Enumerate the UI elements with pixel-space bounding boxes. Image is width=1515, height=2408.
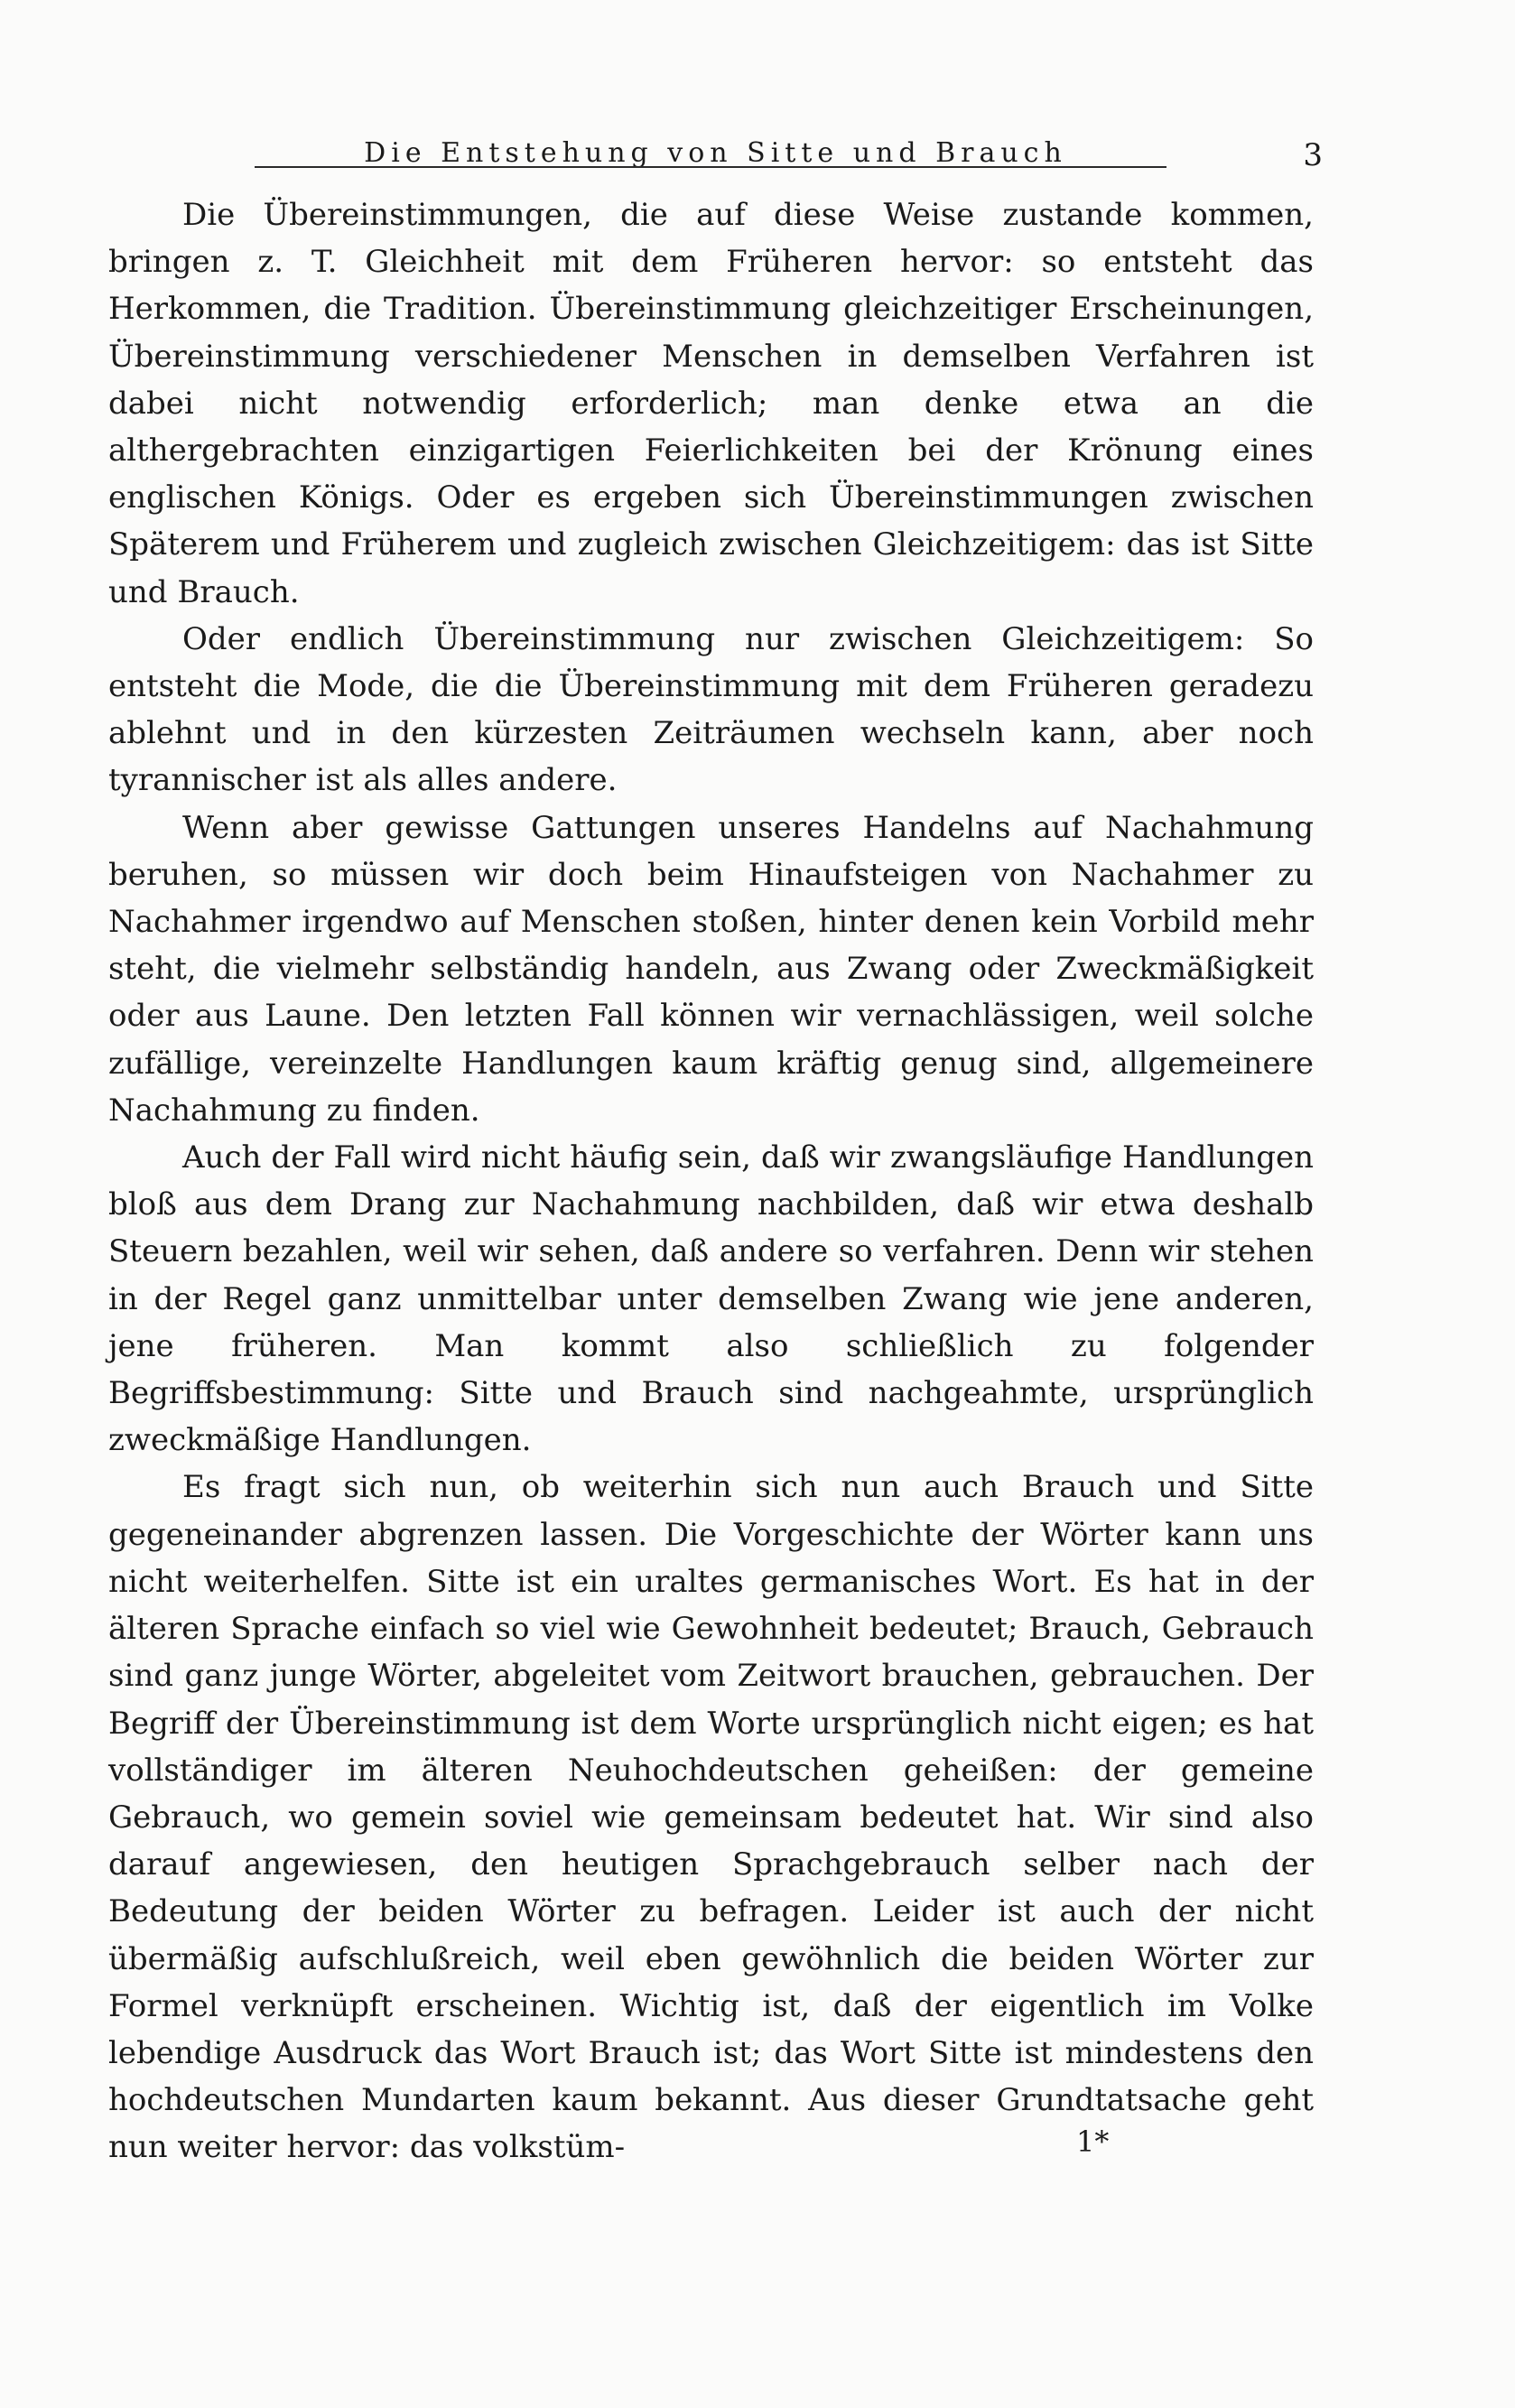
running-title: Die Entstehung von Sitte und Brauch	[364, 137, 1067, 169]
paragraph: Es fragt sich nun, ob weiterhin sich nun auch Brauch und Sitte gegeneinander abgrenzen lassen. Die Vorgeschichte der Wörter kann uns nicht weiterhelfen. Sitte ist ein uraltes germanisches Wort. Es hat in der älteren Sprache einfach so viel wie Gewohnheit bedeutet; Brauch, Gebrauch sind ganz junge Wörter, abgeleitet vom Zeitwort brauchen, gebrauchen. Der Begriff der Übereinstimmung ist dem Worte ursprünglich nicht eigen; es hat vollständiger im älteren Neuhochdeutschen geheißen: der gemeine Gebrauch, wo gemein soviel wie gemeinsam bedeutet hat. Wir sind also darauf angewiesen, den heutigen Sprachgebrauch selber nach der Bedeutung der beiden Wörter zu befragen. Leider ist auch der nicht übermäßig aufschlußreich, weil eben gewöhnlich die beiden Wörter zur Formel verknüpft erscheinen. Wichtig ist, daß der eigentlich im Volke lebendige Ausdruck das Wort Brauch ist; das Wort Sitte ist mindestens den hochdeutschen Mundarten kaum bekannt. Aus dieser Grundtatsache geht nun weiter hervor: das volkstüm-	[108, 1469, 1314, 2166]
page-header	[108, 135, 1323, 177]
paragraph: Wenn aber gewisse Gattungen unseres Handelns auf Nachahmung beruhen, so müssen wir doch beim Hinaufsteigen von Nachahmer zu Nachahmer irgendwo auf Menschen stoßen, hinter denen kein Vorbild mehr steht, die vielmehr selbständig handeln, aus Zwang oder Zweckmäßigkeit oder aus Laune. Den letzten Fall können wir vernachlässigen, weil solche zufällige, vereinzelte Handlungen kaum kräftig genug sind, allgemeinere Nachahmung zu finden.	[108, 809, 1314, 1129]
header-rule	[255, 166, 1166, 168]
paragraph: Auch der Fall wird nicht häufig sein, daß wir zwangsläufige Handlungen bloß aus dem Drang zur Nachahmung nachbilden, daß wir etwa deshalb Steuern bezahlen, weil wir sehen, daß andere so verfahren. Denn wir stehen in der Regel ganz unmittelbar unter demselben Zwang wie jene anderen, jene früheren. Man kommt also schließlich zu folgender Begriffsbestimmung: Sitte und Brauch sind nachgeahmte, ursprünglich zweckmäßige Handlungen.	[108, 1139, 1314, 1459]
body-text	[108, 191, 1314, 2171]
signature-mark: 1*	[1076, 2124, 1110, 2159]
page-number: 3	[1303, 137, 1323, 173]
paragraph: Oder endlich Übereinstimmung nur zwischen Gleichzeitigem: So entsteht die Mode, die die Übereinstimmung mit dem Früheren geradezu ablehnt und in den kürzesten Zeiträumen wechseln kann, aber noch tyrannischer ist als alles andere.	[108, 620, 1314, 799]
paragraph: Die Übereinstimmungen, die auf diese Weise zustande kommen, bringen z. T. Gleichheit mit dem Früheren hervor: so entsteht das Herkommen, die Tradition. Übereinstimmung gleichzeitiger Erscheinungen, Übereinstimmung verschiedener Menschen in demselben Verfahren ist dabei nicht notwendig erforderlich; man denke etwa an die althergebrachten einzigartigen Feierlichkeiten bei der Krönung eines englischen Königs. Oder es ergeben sich Übereinstimmungen zwischen Späterem und Früherem und zugleich zwischen Gleichzeitigem: das ist Sitte und Brauch.	[108, 197, 1314, 610]
